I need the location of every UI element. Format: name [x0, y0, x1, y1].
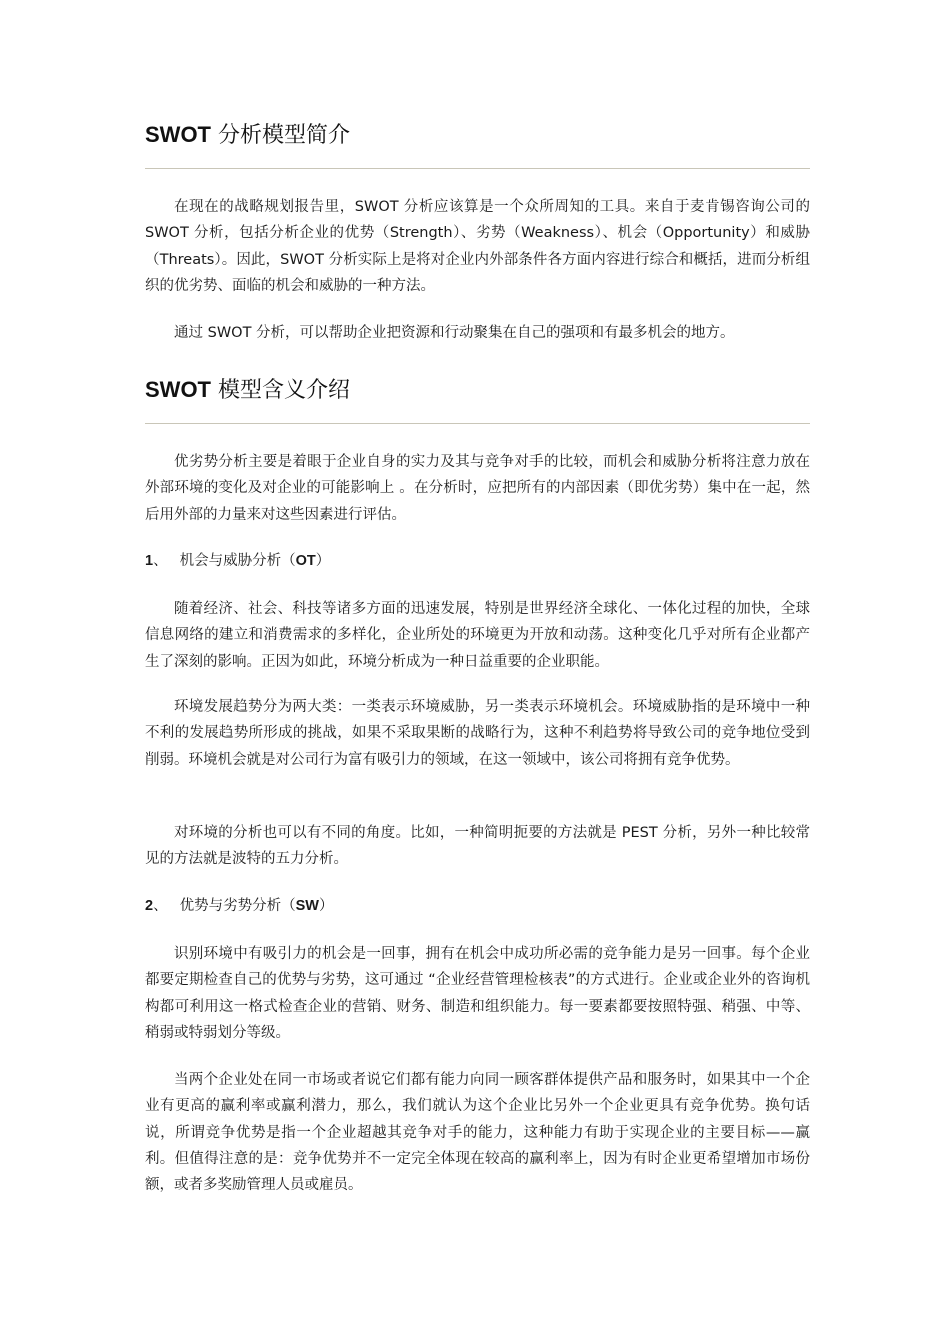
- paragraph: 优劣势分析主要是着眼于企业自身的实力及其与竞争对手的比较，而机会和威胁分析将注意力放在外部环境的变化及对企业的可能影响上 。在分析时，应把所有的内部因素（即优劣势）集中在一起，然后用外部的力量来对这些因素进行评估。: [145, 454, 810, 523]
- paragraph: 对环境的分析也可以有不同的角度。比如，一种简明扼要的方法就是 PEST 分析，另外一种比较常见的方法就是波特的五力分析。: [145, 825, 810, 868]
- subsection-heading-ot: 1、 机会与威胁分析（OT）: [145, 553, 331, 569]
- section-divider: [145, 168, 810, 169]
- paragraph: 通过 SWOT 分析，可以帮助企业把资源和行动聚集在自己的强项和有最多机会的地方。: [174, 325, 735, 341]
- paragraph: 环境发展趋势分为两大类：一类表示环境威胁，另一类表示环境机会。环境威胁指的是环境中一种不利的发展趋势所形成的挑战，如果不采取果断的战略行为，这种不利趋势将导致公司的竞争地位受到削弱。环境机会就是对公司行为富有吸引力的领域，在这一领域中，该公司将拥有竞争优势。: [145, 699, 810, 768]
- section-divider: [145, 423, 810, 424]
- paragraph: 当两个企业处在同一市场或者说它们都有能力向同一顾客群体提供产品和服务时，如果其中一个企业有更高的赢利率或赢利潜力，那么，我们就认为这个企业比另外一个企业更具有竞争优势。换句话说，所谓竞争优势是指一个企业超越其竞争对手的能力，这种能力有助于实现企业的主要目标——赢利。但值得注意的是：竞争优势并不一定完全体现在较高的赢利率上，因为有时企业更希望增加市场份额，或者多奖励管理人员或雇员。: [145, 1072, 810, 1194]
- paragraph: 随着经济、社会、科技等诸多方面的迅速发展，特别是世界经济全球化、一体化过程的加快，全球信息网络的建立和消费需求的多样化，企业所处的环境更为开放和动荡。这种变化几乎对所有企业都产生了深刻的影响。正因为如此，环境分析成为一种日益重要的企业职能。: [145, 601, 810, 670]
- section-title-swot-meaning: SWOT 模型含义介绍: [145, 377, 351, 403]
- subsection-heading-sw: 2、 优势与劣势分析（SW）: [145, 898, 334, 914]
- paragraph: 识别环境中有吸引力的机会是一回事，拥有在机会中成功所必需的竞争能力是另一回事。每个企业都要定期检查自己的优势与劣势，这可通过 “企业经营管理检核表”的方式进行。企业或企业外的咨询机构都可利用这一格式检查企业的营销、财务、制造和组织能力。每一要素都要按照特强、稍强、中等、稍弱或特弱划分等级。: [145, 946, 810, 1041]
- section-title-swot-intro: SWOT 分析模型简介: [145, 122, 351, 148]
- paragraph: 在现在的战略规划报告里，SWOT 分析应该算是一个众所周知的工具。来自于麦肯锡咨询公司的 SWOT 分析，包括分析企业的优势（Strength）、劣势（Weakness）、机会（Opportunity）和威胁（Threats）。因此，SWOT 分析实际上是将对企业内外部条件各方面内容进行综合和概括，进而分析组织的优劣势、面临的机会和威胁的一种方法。: [145, 199, 810, 294]
